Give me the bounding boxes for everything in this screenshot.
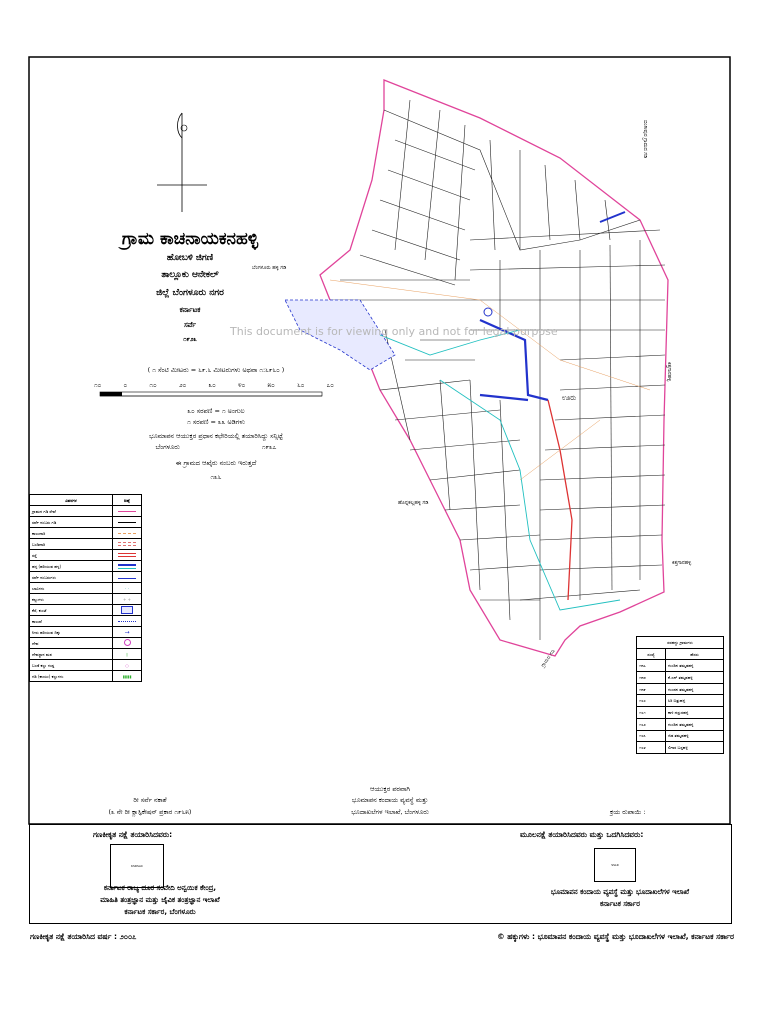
price-label: ಕ್ರಯ ರುಪಾಯಿ :	[610, 808, 646, 816]
legend-row	[30, 594, 142, 605]
legend-label: ಗ್ರಾಮದ ಗಡಿ ರೇಖೆ	[30, 506, 113, 517]
scale-tick: ೪೦	[238, 381, 246, 389]
stream-blue	[600, 212, 625, 222]
boundary-header-num: ಸಂಖ್ಯೆ	[637, 648, 666, 660]
legend-symbol-icon: →	[113, 627, 142, 638]
table-row	[637, 742, 724, 754]
label-left-lower: ಹೊನ್ನಕಲ್ಲಹಳ್ಳಿ ಗಡಿ	[398, 500, 429, 506]
boundary-name: ಸಿರಿ ಬಿತ್ತುಹಳ್ಳಿ	[666, 695, 724, 707]
digitized-year: ಗಣಕೀಕೃತ ನಕ್ಷೆ ತಯಾರಿಸಿದ ವರ್ಷ : ೨೦೦೭	[30, 932, 137, 941]
village-title: ಗ್ರಾಮ ಕಾಚನಾಯಕನಹಳ್ಳಿ	[121, 229, 259, 249]
boundary-title-row	[637, 637, 724, 649]
boundary-num: ೧೬೧	[637, 707, 666, 719]
legend-symbol-icon: ▮▮▮▮	[113, 671, 142, 682]
footer-right-line-1: ಭೂಮಾಪನ ಕಂದಾಯ ವ್ಯವಸ್ಥೆ ಮತ್ತು ಭೂದಾಖಲೆಗಳ ಇಲಾಖೆ	[550, 888, 690, 896]
boundary-num: ೧೬೨	[637, 718, 666, 730]
city-name: ಬೆಂಗಳೂರು	[155, 443, 180, 451]
table-row	[637, 695, 724, 707]
boundary-num: ೧೫೮	[637, 672, 666, 684]
compiled-city	[86, 443, 346, 452]
legend-row	[30, 627, 142, 638]
boundary-num: ೧೫೭	[637, 660, 666, 672]
legend-symbol-icon	[113, 506, 142, 517]
scale-bar	[100, 392, 322, 396]
legend-label: ರಸ್ತೆ	[30, 550, 113, 561]
copyright-line: © ಹಕ್ಕುಗಳು : ಭೂಮಾಪನ ಕಂದಾಯ ವ್ಯವಸ್ಥೆ ಮತ್ತು ಭೂದಾಖಲೆಗಳ ಇಲಾಖೆ, ಕರ್ನಾಟಕ ಸರ್ಕಾರ	[497, 932, 734, 941]
legend-label: ಬಂಡೆ ಕಲ್ಲು ಗುಡ್ಡ	[30, 660, 113, 671]
legend-label: ಬಾವಿಗಳು	[30, 583, 113, 594]
footer-left-heading: ಗಣಕೀಕೃತ ನಕ್ಷೆ ತಯಾರಿಸಿದವರು:	[93, 830, 173, 839]
well-icon	[484, 308, 492, 316]
legend-symbol-icon	[113, 550, 142, 561]
table-row	[637, 718, 724, 730]
sslr-logo: SSLR	[594, 848, 636, 882]
legend-label: ಗಡಿ (ಕಾಯಂ) ಕಲ್ಲುಗಳು	[30, 671, 113, 682]
scale-tick: ೧೦	[94, 381, 102, 389]
legend-label: ಕೆರೆ, ಕುಂಟೆ	[30, 605, 113, 616]
legend-label: ಕಲ್ಲುಗಳು	[30, 594, 113, 605]
compiled-by: ಭೂಮಾಪನ ಆಯುಕ್ತರ ಪ್ರಧಾನ ಕಛೇರಿಯಲ್ಲಿ ತಯಾರಿಸಿದ್ದು ಸನ್ಸಿಟ್ಟೆ	[149, 432, 283, 440]
legend-row	[30, 506, 142, 517]
legend-header-symbol: ಚಿಹ್ನೆ	[113, 495, 142, 506]
scale-tick: ೦	[123, 381, 128, 389]
legend-label: ದೇವಸ್ಥಾನ ಮಠ	[30, 649, 113, 660]
footer-right-line-2: ಕರ್ನಾಟಕ ಸರ್ಕಾರ	[600, 900, 640, 908]
city-year: ೧೯೩೭	[261, 443, 277, 451]
legend-symbol-icon	[113, 572, 142, 583]
boundary-villages-table	[636, 636, 724, 754]
legend-symbol-icon	[113, 539, 142, 550]
scale-tick: ೭೦	[326, 381, 334, 389]
label-bottom: ಗ್ರಾಮದ ಗಡಿ	[540, 648, 557, 669]
legend-symbol-icon: + +	[113, 594, 142, 605]
watermark: This document is for viewing only and not for legal purpose	[230, 325, 558, 338]
table-row	[637, 707, 724, 719]
boundary-header-name: ಹೆಸರು	[666, 648, 724, 660]
legend-header	[30, 495, 142, 506]
legend-row	[30, 649, 142, 660]
footer-left-line-1: ಕರ್ನಾಟಕ ರಾಜ್ಯ ದೂರ ಸಂವೇದಿ ಅನ್ವಯಿಕ ಕೇಂದ್ರ,	[103, 884, 217, 892]
road-red	[548, 400, 572, 600]
legend-row	[30, 616, 142, 627]
resurvey-note: ರೀ ಸರ್ವೆ ನಕಾಶೆ	[133, 796, 167, 804]
boundary-name: ಕಾಳಿ ದಸ್ತುರಹಳ್ಳಿ	[666, 707, 724, 719]
legend-label: ಸರ್ವೆ ನಂಬರುಗಳು	[30, 572, 113, 583]
boundary-name: ಗುಂಡನ ತಮ್ಮಡಹಳ್ಳಿ	[666, 683, 724, 695]
legend-label: ಬಂಡಿದಾರಿ	[30, 539, 113, 550]
legend-row	[30, 638, 142, 649]
legend-row	[30, 605, 142, 616]
survey-label: ಸರ್ವೆ	[183, 321, 197, 329]
legend-label: ನೀರು ಹರಿಯುವ ದಿಕ್ಕು	[30, 627, 113, 638]
boundary-header-row	[637, 648, 724, 660]
boundary-num: ೧೬೩	[637, 730, 666, 742]
scale-tick: ೬೦	[297, 381, 305, 389]
legend-row	[30, 550, 142, 561]
commissioner-note-3: ಭೂದಾಖಲೆಗಳ ಇಲಾಖೆ, ಬೆಂಗಳೂರು	[351, 808, 429, 816]
resurvey-note-2: (೩ ನೇ ರೀ ಕ್ಲಾಸ್ಫಿಕೇಷನ್ ಪ್ರಕಾರ ೧೯೬೫)	[108, 808, 192, 816]
legend-row	[30, 528, 142, 539]
hobli-label: ಹೋಬಳಿ ಜಿಗಣಿ	[166, 253, 214, 263]
numbers-note: ಈ ಗ್ರಾಮದ ಆಖೈರು ನಂಬರು ಇರುತ್ತದೆ	[175, 459, 257, 467]
legend-symbol-icon	[113, 561, 142, 572]
legend-row	[30, 561, 142, 572]
legend-symbol-icon	[113, 638, 142, 649]
table-row	[637, 730, 724, 742]
scale-tick: ೩೦	[208, 381, 216, 389]
table-row	[637, 660, 724, 672]
footer-left-line-3: ಕರ್ನಾಟಕ ಸರ್ಕಾರ, ಬೆಂಗಳೂರು	[124, 908, 196, 916]
legend-table	[29, 494, 142, 682]
legend-label: ಕಾಲುದಾರಿ	[30, 528, 113, 539]
parcel-lines	[330, 100, 665, 640]
ksrsac-logo: KSRSAC	[110, 844, 164, 888]
north-arrow-icon	[157, 113, 207, 212]
boundary-name: ಜಿಡ ತಮ್ಮಡಹಳ್ಳಿ	[666, 730, 724, 742]
table-row	[637, 672, 724, 684]
scale-ticks	[94, 381, 334, 390]
boundary-name: ಲಿಗಾರ ಬಸ್ತಹಳ್ಳಿ	[666, 742, 724, 754]
boundary-name: ಗುಂಡಿನ ತಮ್ಮಡಹಳ್ಳಿ	[666, 660, 724, 672]
scale-tick: ೨೦	[178, 381, 187, 389]
district-label: ಜಿಲ್ಲೆ ಬೆಂಗಳೂರು ನಗರ	[156, 288, 224, 298]
legend-row	[30, 660, 142, 671]
legend-row	[30, 583, 142, 594]
state-label: ಕರ್ನಾಟಕ	[179, 306, 201, 314]
boundary-num: ೧೫೯	[637, 683, 666, 695]
legend-symbol-icon: · ·	[113, 583, 142, 594]
legend-label: ಕಾಲುವೆ	[30, 616, 113, 627]
legend-row	[30, 671, 142, 682]
boundary-name: ಗುಂಡಿನ ತಮ್ಮಡಹಳ್ಳಿ	[666, 718, 724, 730]
taluk-label: ತಾಲ್ಲೂಕು ಆನೇಕಲ್	[161, 270, 219, 280]
legend-symbol-icon	[113, 517, 142, 528]
legend-label: ದೇವ	[30, 638, 113, 649]
commissioner-note: ಆಯುಕ್ತರ ಪರವಾಗಿ	[370, 785, 410, 793]
table-row	[637, 683, 724, 695]
legend-symbol-icon	[113, 605, 142, 616]
footer-right-heading: ಮೂಲನಕ್ಷೆ ತಯಾರಿಸಿದವರು ಮತ್ತು ಒದಗಿಸಿದವರು:	[520, 830, 644, 839]
scale-tick: ೧೦	[149, 381, 157, 389]
scale-line-1: ೩೦ ಸರಪಣಿ = ೧ ಅಂಗುಲ	[187, 407, 245, 415]
legend-header-desc: ವಿವರಗಳ	[30, 495, 113, 506]
boundary-num: ೧೬೪	[637, 742, 666, 754]
legend-row	[30, 572, 142, 583]
last-number: ೧೩೬	[210, 473, 222, 481]
label-right-2: ಕಿತ್ತಗಾನಹಳ್ಳಿ	[672, 560, 692, 566]
legend-row	[30, 517, 142, 528]
boundary-num: ೧೬೦	[637, 695, 666, 707]
commissioner-note-2: ಭೂಮಾಪನ ಕಂದಾಯ ವ್ಯವಸ್ಥೆ ಮತ್ತು	[351, 796, 429, 804]
legend-symbol-icon: ○	[113, 660, 142, 671]
label-mid-top: ಬೆಂಗಳೂರು ಹಳ್ಳಿ ಗಡಿ	[252, 265, 287, 271]
legend-label: ಹಳ್ಳ (ಹರಿಯುವ ಹಳ್ಳ)	[30, 561, 113, 572]
cart-track	[330, 280, 650, 480]
boundary-name: ಕೆ.ಎನ್ ತಮ್ಮಡಹಳ್ಳಿ	[666, 672, 724, 684]
footer-left-line-2: ಮಾಹಿತಿ ತಂತ್ರಜ್ಞಾನ ಮತ್ತು ಜೈವಿಕ ತಂತ್ರಜ್ಞಾನ ಇಲಾಖೆ	[100, 896, 220, 904]
year-label: ೧೯೨೩	[183, 336, 197, 343]
legend-row	[30, 539, 142, 550]
legend-symbol-icon	[113, 528, 142, 539]
legend-symbol-icon: ◊	[113, 649, 142, 660]
scale-tick: ೫೦	[267, 381, 275, 389]
scale-line-2: ೧ ಸರಪಣಿ = ೩೩ ಅಡಿಗಳು	[187, 418, 245, 426]
label-center: ಊರು	[562, 394, 577, 402]
scale-note: ( ೧ ಸೆಂಟಿ ಮೀಟರು = ೬೯.೬ ಮೀಟರುಗಳು ಅಥವಾ ೧:೬೯೬೦ )	[147, 366, 285, 374]
legend-label: ಸರ್ವೆ ನಂಬರು ಗಡಿ	[30, 517, 113, 528]
label-top-right: ಬಿಂಗೀಪುರ ಗ್ರಾಮದ ಗಡಿ	[642, 120, 648, 159]
boundary-title: ಸರಹದ್ದು ಗ್ರಾಮಗಳು	[637, 637, 724, 649]
label-right-1: ಕಿತ್ತಗಾನಹಳ್ಳಿ	[666, 362, 672, 382]
legend-symbol-icon	[113, 616, 142, 627]
